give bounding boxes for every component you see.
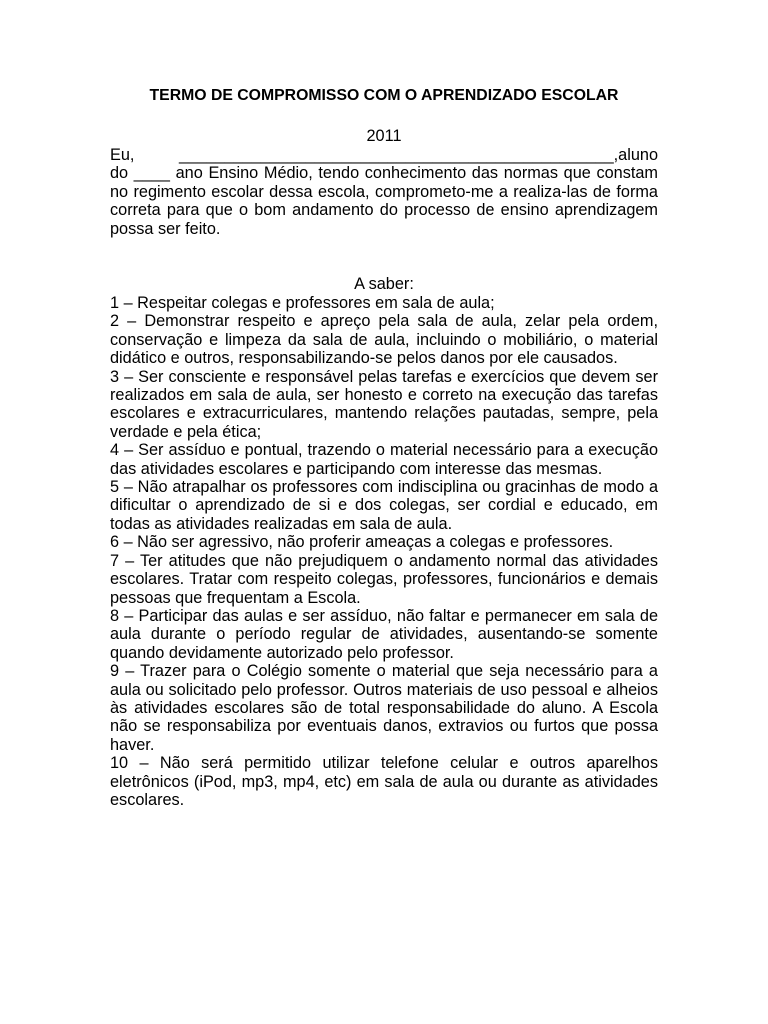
rule-item: 3 – Ser consciente e responsável pelas tarefas e exercícios que devem ser realizados em sala de aula, ser honesto e correto na execução das tarefas escolares e extracurriculares, mantendo relações pautadas, sempre, pela verdade e pela ética; (110, 367, 658, 441)
rules-list (110, 294, 658, 809)
rule-item: 10 – Não será permitido utilizar telefone celular e outros aparelhos eletrônicos (iPod, mp3, mp4, etc) em sala de aula ou durante as atividades escolares. (110, 754, 658, 809)
rule-item: 2 – Demonstrar respeito e apreço pela sala de aula, zelar pela ordem, conservação e limpeza da sala de aula, incluindo o mobiliário, o material didático e outros, responsabilizando-se pelos danos por ele causados. (110, 312, 658, 368)
rule-item: 9 – Trazer para o Colégio somente o material que seja necessário para a aula ou solicitado pelo professor. Outros materiais de uso pessoal e alheios às atividades escolares são de total responsabilidade do aluno. A Escola não se responsabiliza por eventuais danos, extravios ou furtos que possa haver. (110, 662, 658, 754)
intro-body: do ____ ano Ensino Médio, tendo conhecimento das normas que constam no regimento escolar dessa escola, comprometo-me a realiza-las de forma correta para que o bom andamento do processo de ensino aprendizagem possa ser feito. (110, 164, 658, 238)
rule-item: 6 – Não ser agressivo, não proferir ameaças a colegas e professores. (110, 533, 614, 552)
rule-item: 4 – Ser assíduo e pontual, trazendo o material necessário para a execução das atividades escolares e participando com interesse das mesmas. (110, 441, 658, 478)
rule-item: 1 – Respeitar colegas e professores em sala de aula; (110, 294, 495, 312)
intro-first-line (110, 146, 658, 164)
section-subheading: A saber: (354, 275, 414, 293)
student-name-blank: ________________________________________________,aluno (179, 146, 658, 164)
document-title: TERMO DE COMPROMISSO COM O APRENDIZADO ESCOLAR (149, 87, 619, 104)
rule-item: 5 – Não atrapalhar os professores com indisciplina ou gracinhas de modo a dificultar o aprendizado de si e dos colegas, ser cordial e educado, em todas as atividades realizadas em sala de aula. (110, 478, 658, 533)
intro-eu: Eu, (110, 146, 135, 164)
intro-paragraph (110, 146, 658, 238)
rule-item: 7 – Ter atitudes que não prejudiquem o andamento normal das atividades escolares. Tratar com respeito colegas, professores, funcionários e demais pessoas que frequentam a Escola. (110, 551, 658, 607)
document-year: 2011 (366, 127, 402, 145)
rule-item: 8 – Participar das aulas e ser assíduo, não faltar e permanecer em sala de aula durante o período regular de atividades, ausentando-se somente quando devidamente autorizado pelo professor. (110, 606, 658, 662)
